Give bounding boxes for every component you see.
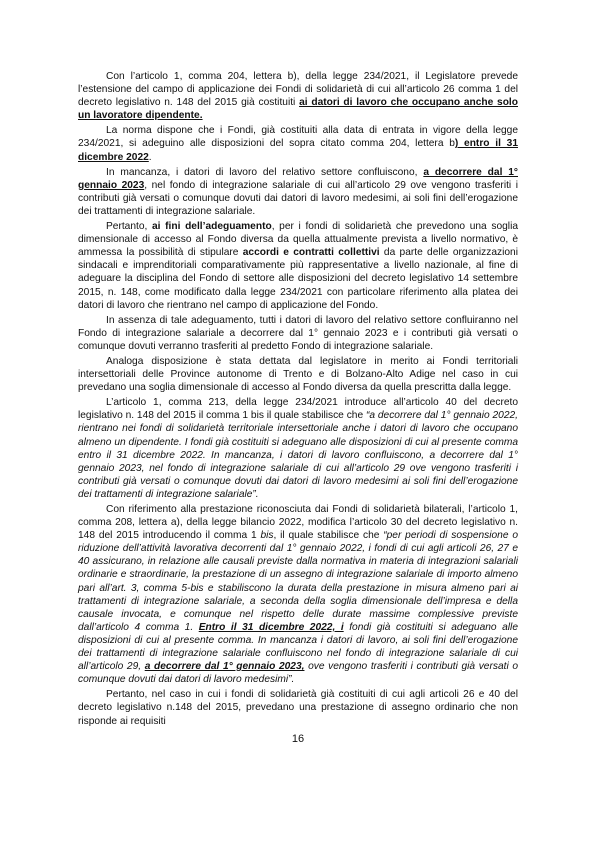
text-segment: Pertanto, [106, 221, 152, 233]
text-segment: “per periodi di sospensione o riduzione dell’attività lavorativa decorrenti dal 1° gennaio 2022, i fondi di cui agli articoli 26, 27 e 40 assicurano, in relazione alle causali previste dalla normativa in materia di integrazioni salariali ordinarie e straordinarie, la prestazione di un assegno di integrazione salariale di importo almeno pari all’art. 3, comma 5-bis e stabiliscono la durata della prestazione in misura almeno pari ai trattamenti di integrazione salariale, a seconda della soglia dimensionale dell’impresa e della causale invocata, e comunque nel rispetto delle durate massime complessive previste dall’articolo 4 comma 1. [78, 530, 518, 633]
text-segment: Con l’articolo 1, comma 204, lettera b), della legge 234/2021, il Legislatore prevede l’estensione del campo di applicazione dei Fondi di solidarietà di cui all’articolo 26 comma 1 del decreto legislativo n. 148 del 2015 già costituiti [78, 71, 518, 109]
paragraph [78, 70, 518, 122]
text-segment: a decorrere dal 1° gennaio 2023 [78, 166, 518, 191]
text-segment: ove vengono trasferiti i contributi già versati o comunque dovuti dai datori di lavoro medesimi”. [78, 661, 519, 686]
text-segment: Analoga disposizione è stata dettata dal legislatore in merito ai Fondi territoriali intersettoriali delle Province autonome di Trento e di Bolzano-Alto Adige nel caso in cui prevedano una soglia dimensionale di accesso al Fondo diversa da quella prescritta dalla legge. [78, 355, 518, 394]
text-segment: “a decorrere dal 1° gennaio 2022, rientrano nei fondi di solidarietà territoriale intersettoriale anche i datori di lavoro che occupano almeno un dipendente. I fondi già costituiti si adeguano alle disposizioni di cui al presente comma entro il 31 dicembre 2022. In mancanza, i datori di lavoro confluiscono, a decorrere dal 1° gennaio 2023, nel fondo di integrazione salariale di cui all’articolo 29 ove vengono trasferiti i contributi già versati o comunque dovuti dai datori di lavoro medesimi ai soli fini dell’erogazione dei trattamenti di integrazione salariale”. [78, 410, 518, 500]
text-segment: a decorrere dal 1° gennaio 2023, [144, 661, 305, 673]
paragraph [78, 396, 518, 501]
paragraph [78, 124, 518, 163]
paragraph [78, 503, 518, 686]
text-segment: bis [260, 530, 274, 542]
paragraph [78, 220, 518, 312]
text-segment: ) entro il 31 dicembre 2022 [78, 138, 518, 163]
page-number: 16 [291, 733, 305, 745]
text-segment: da parte delle organizzazioni sindacali e imprenditoriali comparativamente più rappresentative a livello nazionale, al fine di adeguare la disciplina del Fondo di settore alle disposizioni del decreto legislativo 14 settembre 2015, n. 148, come modificato dalla legge 234/2021 con particolare riferimento alla platea dei datori di lavoro che rientrano nel campo di applicazione del Fondo. [78, 247, 518, 311]
paragraph [78, 688, 518, 727]
text-segment: In assenza di tale adeguamento, tutti i datori di lavoro del relativo settore confluiranno nel Fondo di integrazione salariale a decorrere dal 1° gennaio 2023 e i contributi già versati o comunque dovuti verranno trasferiti al predetto Fondo di integrazione salariale. [78, 314, 518, 352]
text-segment: In mancanza, i datori di lavoro del relativo settore confluiscono, [106, 166, 424, 178]
text-segment: accordi e contratti collettivi [242, 247, 380, 259]
paragraph [78, 166, 518, 218]
paragraph [78, 355, 518, 394]
text-segment: . [148, 151, 152, 163]
text-segment: ai fini dell’adeguamento [152, 221, 272, 233]
text-segment: Entro il 31 dicembre 2022, i [198, 621, 344, 633]
text-segment: La norma dispone che i Fondi, già costituiti alla data di entrata in vigore della legge 234/2021, si adeguino alle disposizioni del sopra citato comma 204, lettera b [78, 125, 518, 150]
document-body [78, 70, 518, 730]
text-segment: L’articolo 1, comma 213, della legge 234/2021 introduce all’articolo 40 del decreto legislativo n. 148 del 2015 il comma 1 bis il quale stabilisce che [78, 397, 518, 422]
text-segment: ai datori di lavoro che occupano anche solo un lavoratore dipendente. [78, 97, 518, 122]
text-segment: , il quale stabilisce che [273, 530, 384, 542]
text-segment: fondi già costituiti si adeguano alle disposizioni di cui al presente comma. In mancanza i datori di lavoro, ai soli fini dell’erogazione dei trattamenti di integrazione salariale confluiscono nel fondo di integrazione salariale di cui all’articolo 29, [78, 621, 518, 673]
text-segment: Con riferimento alla prestazione riconosciuta dai Fondi di solidarietà bilaterali, l’articolo 1, comma 208, lettera a), della legge bilancio 2022, modifica l’articolo 30 del decreto legislativo n. 148 del 2015 introducendo il comma 1 [78, 504, 518, 542]
text-segment: , nel fondo di integrazione salariale di cui all’articolo 29 ove vengono trasferiti i contributi già versati o comunque dovuti dai datori di lavoro medesimi, ai soli fini dell’erogazione dei trattamenti di integrazione salariale. [78, 179, 518, 217]
paragraph [78, 314, 518, 353]
text-segment: , per i fondi di solidarietà che prevedono una soglia dimensionale di accesso al Fondo diversa da quella attualmente prevista a livello normativo, è ammessa la possibilità di stipulare [78, 221, 518, 259]
text-segment: Pertanto, nel caso in cui i fondi di solidarietà già costituiti di cui agli articoli 26 e 40 del decreto legislativo n.148 del 2015, prevedano una prestazione di assegno ordinario che non risponde ai requisiti [78, 689, 518, 727]
